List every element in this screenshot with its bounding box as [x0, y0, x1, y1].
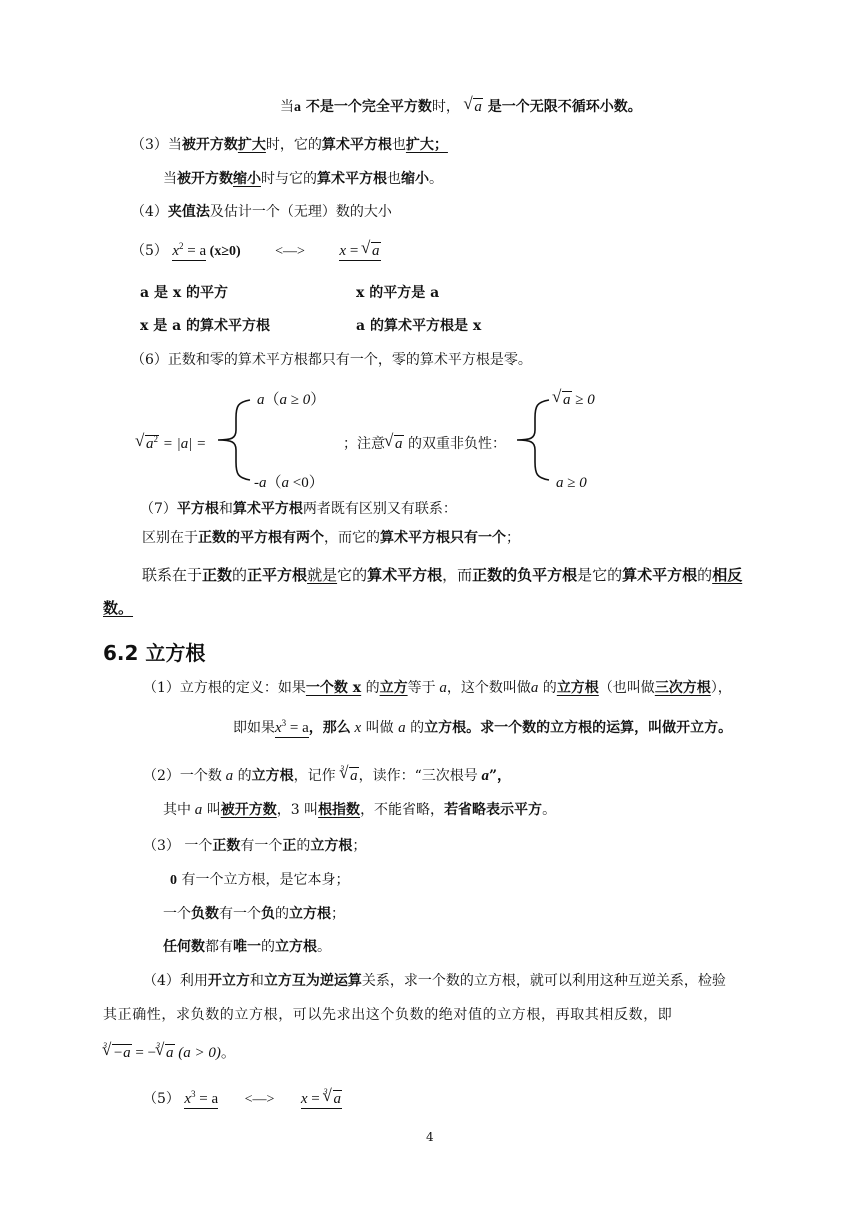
cube-item-2-line2: 其中 a 叫被开方数，3 叫根指数，不能省略，若省略表示平方。: [163, 802, 557, 818]
non-negativity-note: ；注意√ a 的双重非负性：: [343, 434, 506, 454]
item-5-formula: （5） $x^2 = a$ (x≥0) <—> x = √ a: [131, 241, 381, 262]
left-brace: [214, 398, 254, 482]
cube-root-negative-identity: √ 3 −a = − √ 3 a (a > 0)。: [103, 1043, 236, 1063]
cube-item-1-line1: （1）立方根的定义：如果一个数 x 的立方等于 a，这个数叫做a 的立方根（也叫做三次方根），: [143, 680, 732, 696]
item-7-line4: 数。: [103, 599, 134, 617]
item-3-line1: （3）当被开方数扩大时，它的算术平方根也扩大；: [131, 137, 448, 153]
equation-x-sqrt-a: x = √ a: [339, 243, 380, 261]
line-irrational: 当a 不是一个完全平方数时， √ a 是一个无限不循环小数。: [280, 97, 642, 118]
item-3-line2: 当被开方数缩小时与它的算术平方根也缩小。: [163, 171, 443, 187]
item-5-row2: x 是 a 的算术平方根: [140, 318, 271, 334]
equation-x-squared: $x^2 = a$: [172, 241, 207, 259]
cube-root-a: √ 3 a: [340, 766, 359, 786]
cube-item-4-line2: 其正确性，求负数的立方根，可以先求出这个负数的绝对值的立方根，再取其相反数，即: [103, 1007, 673, 1023]
equation-x-cubed-2: $x^3 = a$: [184, 1089, 219, 1107]
item-7-line3: 联系在于正数的正平方根就是它的算术平方根，而正数的负平方根是它的算术平方根的相反: [142, 566, 743, 584]
page-number: 4: [426, 1130, 434, 1144]
equation-x-cubed: $x^3 = a$: [275, 718, 309, 736]
cube-item-2-line1: （2）一个数 a 的立方根，记作 √ 3 a，读作：“三次根号 a”，: [143, 766, 511, 786]
sqrt-a: √ a: [464, 97, 483, 117]
cube-item-5: （5） $x^3 = a$ <—> x = √ 3 a: [143, 1089, 342, 1110]
item-6-text: （6）正数和零的算术平方根都只有一个，零的算术平方根是零。: [131, 352, 532, 368]
right-brace: [513, 398, 553, 482]
cube-item-3-line1: （3） 一个正数有一个正的立方根；: [143, 838, 367, 854]
nonneg-a: a ≥ 0: [556, 475, 587, 491]
item-7-line1: （7）平方根和算术平方根两者既有区别又有联系：: [140, 501, 457, 517]
item-5-row1: a 是 x 的平方: [140, 285, 229, 301]
cube-item-4-line1: （4）利用开立方和立方互为逆运算关系，求一个数的立方根，就可以利用这种互逆关系，检验: [143, 973, 726, 989]
section-title: 6.2 立方根: [103, 641, 206, 665]
cube-item-3-line4: 任何数都有唯一的立方根。: [163, 939, 331, 955]
item-5-row2b: a 的算术平方根是 x: [356, 318, 482, 334]
cube-item-1-line2: 即如果$x^3 = a$，那么 x 叫做 a 的立方根。求一个数的立方根的运算，叫做开立方。: [233, 718, 733, 736]
cube-item-3-line2: 0 有一个立方根，是它本身；: [170, 872, 350, 888]
equation-x-cube-root: x = √ 3 a: [301, 1091, 342, 1109]
item-7-line2: 区别在于正数的平方根有两个，而它的算术平方根只有一个；: [142, 530, 520, 546]
case-negative: -a（a <0）: [254, 475, 324, 491]
case-positive: a（a ≥ 0）: [257, 392, 326, 408]
nonneg-sqrt: √ a ≥ 0: [553, 390, 595, 410]
sqrt-a-squared: √ $a^2 = |a|$ =: [136, 434, 206, 454]
item-5-row1b: x 的平方是 a: [356, 285, 440, 301]
cube-item-3-line3: 一个负数有一个负的立方根；: [163, 906, 345, 922]
item-4: （4）夹值法及估计一个（无理）数的大小: [131, 204, 392, 220]
